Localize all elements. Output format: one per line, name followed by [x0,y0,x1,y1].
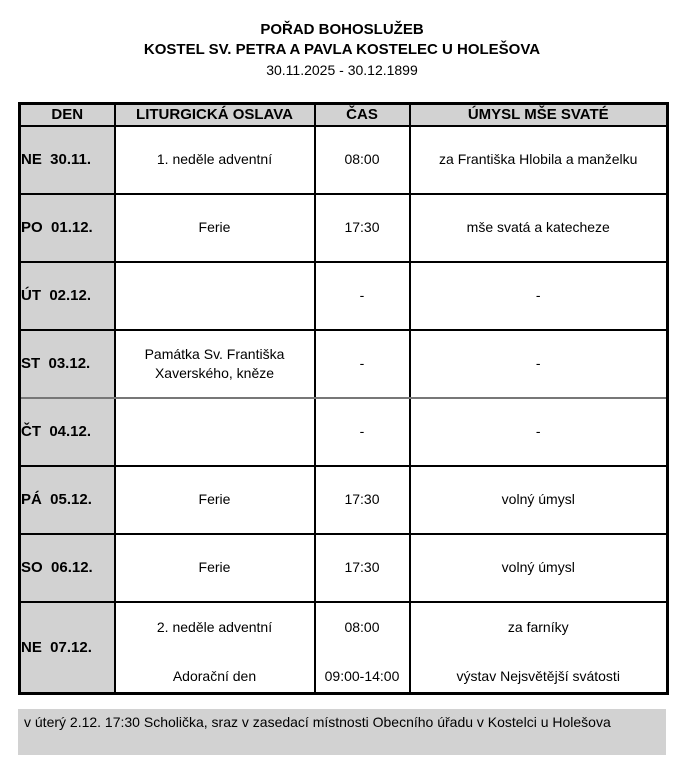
column-header-time: ČAS [315,104,410,126]
cell-line: Ferie [198,219,231,235]
mass-intention-cell [410,330,668,398]
mass-intention-cell [410,262,668,330]
time-cell [315,466,410,534]
liturgical-celebration-cell [115,602,315,694]
cell-line: výstav Nejsvětější svátosti [456,668,620,685]
time-cell [315,602,410,694]
cell-line: Památka Sv. Františka [144,345,285,362]
table-row [20,262,668,330]
time-cell [315,194,410,262]
time-cell [315,534,410,602]
page-title: POŘAD BOHOSLUŽEB [260,21,424,38]
time-cell [315,398,410,466]
cell-line: 17:30 [344,219,380,235]
liturgical-celebration-cell [115,534,315,602]
cell-line: 09:00-14:00 [324,668,400,685]
liturgical-celebration-cell [115,398,315,466]
cell-line: - [535,287,541,303]
footer-note: v úterý 2.12. 17:30 Scholička, sraz v zasedací místnosti Obecního úřadu v Kostelci u Holešova [18,709,666,755]
cell-line: 2. neděle adventní [156,619,273,636]
column-header-mass-intention: ÚMYSL MŠE SVATÉ [410,104,668,126]
time-cell [315,262,410,330]
mass-intention-cell [410,602,668,694]
cell-line: 08:00 [344,619,380,636]
table-header-row [20,104,668,126]
mass-intention-cell [410,398,668,466]
cell-line: za farníky [507,619,569,636]
day-cell: SO 06.12. [20,534,115,602]
date-range: 30.11.2025 - 30.12.1899 [266,62,418,78]
church-title: KOSTEL SV. PETRA A PAVLA KOSTELEC U HOLEŠOVA [143,41,541,58]
column-header-liturgical-celebration: LITURGICKÁ OSLAVA [115,104,315,126]
schedule-table-body [20,126,668,694]
cell-line: Ferie [198,491,231,507]
table-row [20,330,668,398]
table-row [20,126,668,194]
cell-line: 17:30 [344,559,380,575]
day-cell: ÚT 02.12. [20,262,115,330]
cell-line: volný úmysl [501,491,575,507]
schedule-table [18,102,669,695]
table-row [20,194,668,262]
mass-intention-cell [410,126,668,194]
title-block [0,0,684,80]
mass-intention-cell [410,534,668,602]
day-cell: NE 30.11. [20,126,115,194]
table-row [20,534,668,602]
day-cell: NE 07.12. [20,602,115,694]
cell-line: Ferie [198,559,231,575]
liturgical-celebration-cell [115,262,315,330]
table-row [20,602,668,694]
liturgical-celebration-cell [115,126,315,194]
day-cell: ST 03.12. [20,330,115,398]
cell-line: - [359,355,365,371]
mass-intention-cell [410,194,668,262]
day-cell: ČT 04.12. [20,398,115,466]
cell-line: 1. neděle adventní [156,151,273,167]
table-row [20,466,668,534]
day-cell: PO 01.12. [20,194,115,262]
time-cell [315,126,410,194]
cell-line: Adorační den [172,668,257,685]
liturgical-celebration-cell [115,194,315,262]
liturgical-celebration-cell [115,466,315,534]
cell-line: Xaverského, kněze [154,364,275,381]
mass-intention-cell [410,466,668,534]
cell-line: 08:00 [344,151,380,167]
cell-line: 17:30 [344,491,380,507]
column-header-den: DEN [20,104,115,126]
cell-line: volný úmysl [501,559,575,575]
table-row [20,398,668,466]
cell-line: mše svatá a katecheze [466,219,610,235]
cell-line: - [535,423,541,439]
cell-line: za Františka Hlobila a manželku [439,151,638,167]
cell-line: - [359,423,365,439]
cell-line: - [359,287,365,303]
liturgical-celebration-cell [115,330,315,398]
time-cell [315,330,410,398]
cell-line: - [535,355,541,371]
day-cell: PÁ 05.12. [20,466,115,534]
